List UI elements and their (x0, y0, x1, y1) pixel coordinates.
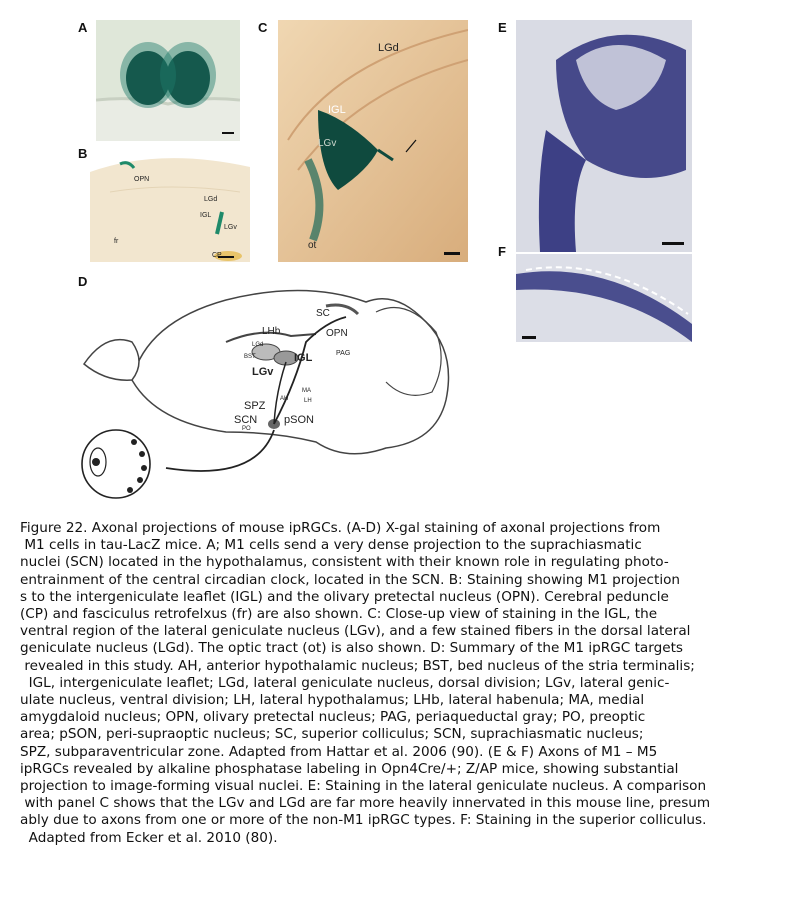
caption-line: with panel C shows that the LGv and LGd are far more heavily innervated in this mouse line, presum (20, 795, 711, 812)
panel-b-label: B (78, 146, 88, 161)
panel-d-tag-pag: PAG (336, 350, 351, 357)
panel-c-tag-lgv: LGv (318, 138, 337, 149)
panel-d-tag-pson: pSON (284, 414, 314, 426)
panel-c-tag-igl: IGL (328, 104, 346, 116)
panel-b-tag-lgd: LGd (204, 196, 218, 203)
panel-c-micrograph (278, 20, 468, 262)
panel-b-tag-opn: OPN (134, 176, 150, 183)
caption-line: ipRGCs revealed by alkaline phosphatase labeling in Opn4Cre/+; Z/AP mice, showing substantial (20, 760, 679, 777)
panel-b-tag-fr: fr (114, 238, 119, 245)
panel-d-tag-bst: BST (244, 354, 256, 360)
panel-b-tag-lgv: LGv (224, 224, 237, 231)
panel-d-diagram (76, 272, 476, 508)
panel-a-micrograph (96, 20, 240, 141)
panel-d-tag-opn: OPN (326, 328, 348, 339)
caption-line: SPZ, subparaventricular zone. Adapted from Hattar et al. 2006 (90). (E & F) Axons of M1 – M5 (20, 743, 658, 760)
caption-line: revealed in this study. AH, anterior hypothalamic nucleus; BST, bed nucleus of the stria terminalis; (20, 657, 695, 674)
panel-a-label: A (78, 20, 88, 35)
panel-d-tag-lhb: LHb (262, 326, 281, 337)
caption-line: Figure 22. Axonal projections of mouse ipRGCs. (A-D) X-gal staining of axonal projections from (20, 520, 661, 536)
panel-b-tag-igl: IGL (200, 212, 212, 219)
panel-d-tag-spz: SPZ (244, 400, 266, 412)
panel-c-tag-ot: ot (308, 240, 317, 251)
caption-line: geniculate nucleus (LGd). The optic tract (ot) is also shown. D: Summary of the M1 ipRGC targets (20, 640, 683, 657)
panel-f-micrograph (516, 254, 692, 342)
caption-line: M1 cells in tau-LacZ mice. A; M1 cells send a very dense projection to the suprachiasmatic (20, 537, 642, 554)
panel-d-tag-lh: LH (304, 398, 312, 404)
panel-d-tag-igl: IGL (294, 352, 313, 364)
caption-line: nuclei (SCN) located in the hypothalamus, consistent with their known role in regulating photo- (20, 554, 669, 571)
panel-d-tag-ah: AH (280, 396, 289, 402)
panel-d-tag-scn: SCN (234, 414, 258, 426)
caption-line: IGL, intergeniculate leaflet; LGd, lateral geniculate nucleus, dorsal division; LGv, lateral genic- (20, 674, 670, 691)
panel-e-label: E (498, 20, 507, 35)
panel-d-tag-lgv: LGv (252, 366, 274, 378)
caption-line: Adapted from Ecker et al. 2010 (80). (20, 829, 278, 846)
caption-line: ventral region of the lateral geniculate nucleus (LGv), and a few stained fibers in the dorsal lateral (20, 623, 691, 640)
caption-line: projection to image-forming visual nuclei. E: Staining in the lateral geniculate nucleus. A comparison (20, 778, 707, 795)
panel-c-label: C (258, 20, 268, 35)
caption-line: entrainment of the central circadian clock, located in the SCN. B: Staining showing M1 projection (20, 571, 681, 588)
panel-c-tag-lgd: LGd (378, 42, 399, 54)
panel-d-tag-ma: MA (302, 388, 311, 394)
panel-d-tag-po: PO (242, 426, 251, 432)
panel-d-tag-sc: SC (316, 308, 330, 319)
caption-line: ulate nucleus, ventral division; LH, lateral hypothalamus; LHb, lateral habenula; MA, medial (20, 692, 645, 709)
figure-caption (20, 520, 790, 847)
panel-f-label: F (498, 244, 506, 259)
caption-line: ably due to axons from one or more of the non-M1 ipRGC types. F: Staining in the superior colliculus. (20, 812, 707, 829)
panel-e-micrograph (516, 20, 692, 252)
caption-line: amygdaloid nucleus; OPN, olivary pretectal nucleus; PAG, periaqueductal gray; PO, preoptic (20, 709, 646, 726)
caption-line: (CP) and fasciculus retrofelxus (fr) are also shown. C: Close-up view of staining in the IGL, the (20, 606, 658, 623)
panel-b-micrograph (90, 152, 250, 262)
panel-b-tag-cp: CP (212, 252, 222, 259)
caption-line: s to the intergeniculate leaflet (IGL) and the olivary pretectal nucleus (OPN). Cerebral peduncle (20, 588, 669, 605)
caption-line: area; pSON, peri-supraoptic nucleus; SC, superior colliculus; SCN, suprachiasmatic nucleus; (20, 726, 644, 743)
panel-d-label: D (78, 274, 88, 289)
panel-d-tag-lgd: LGd (252, 342, 264, 348)
